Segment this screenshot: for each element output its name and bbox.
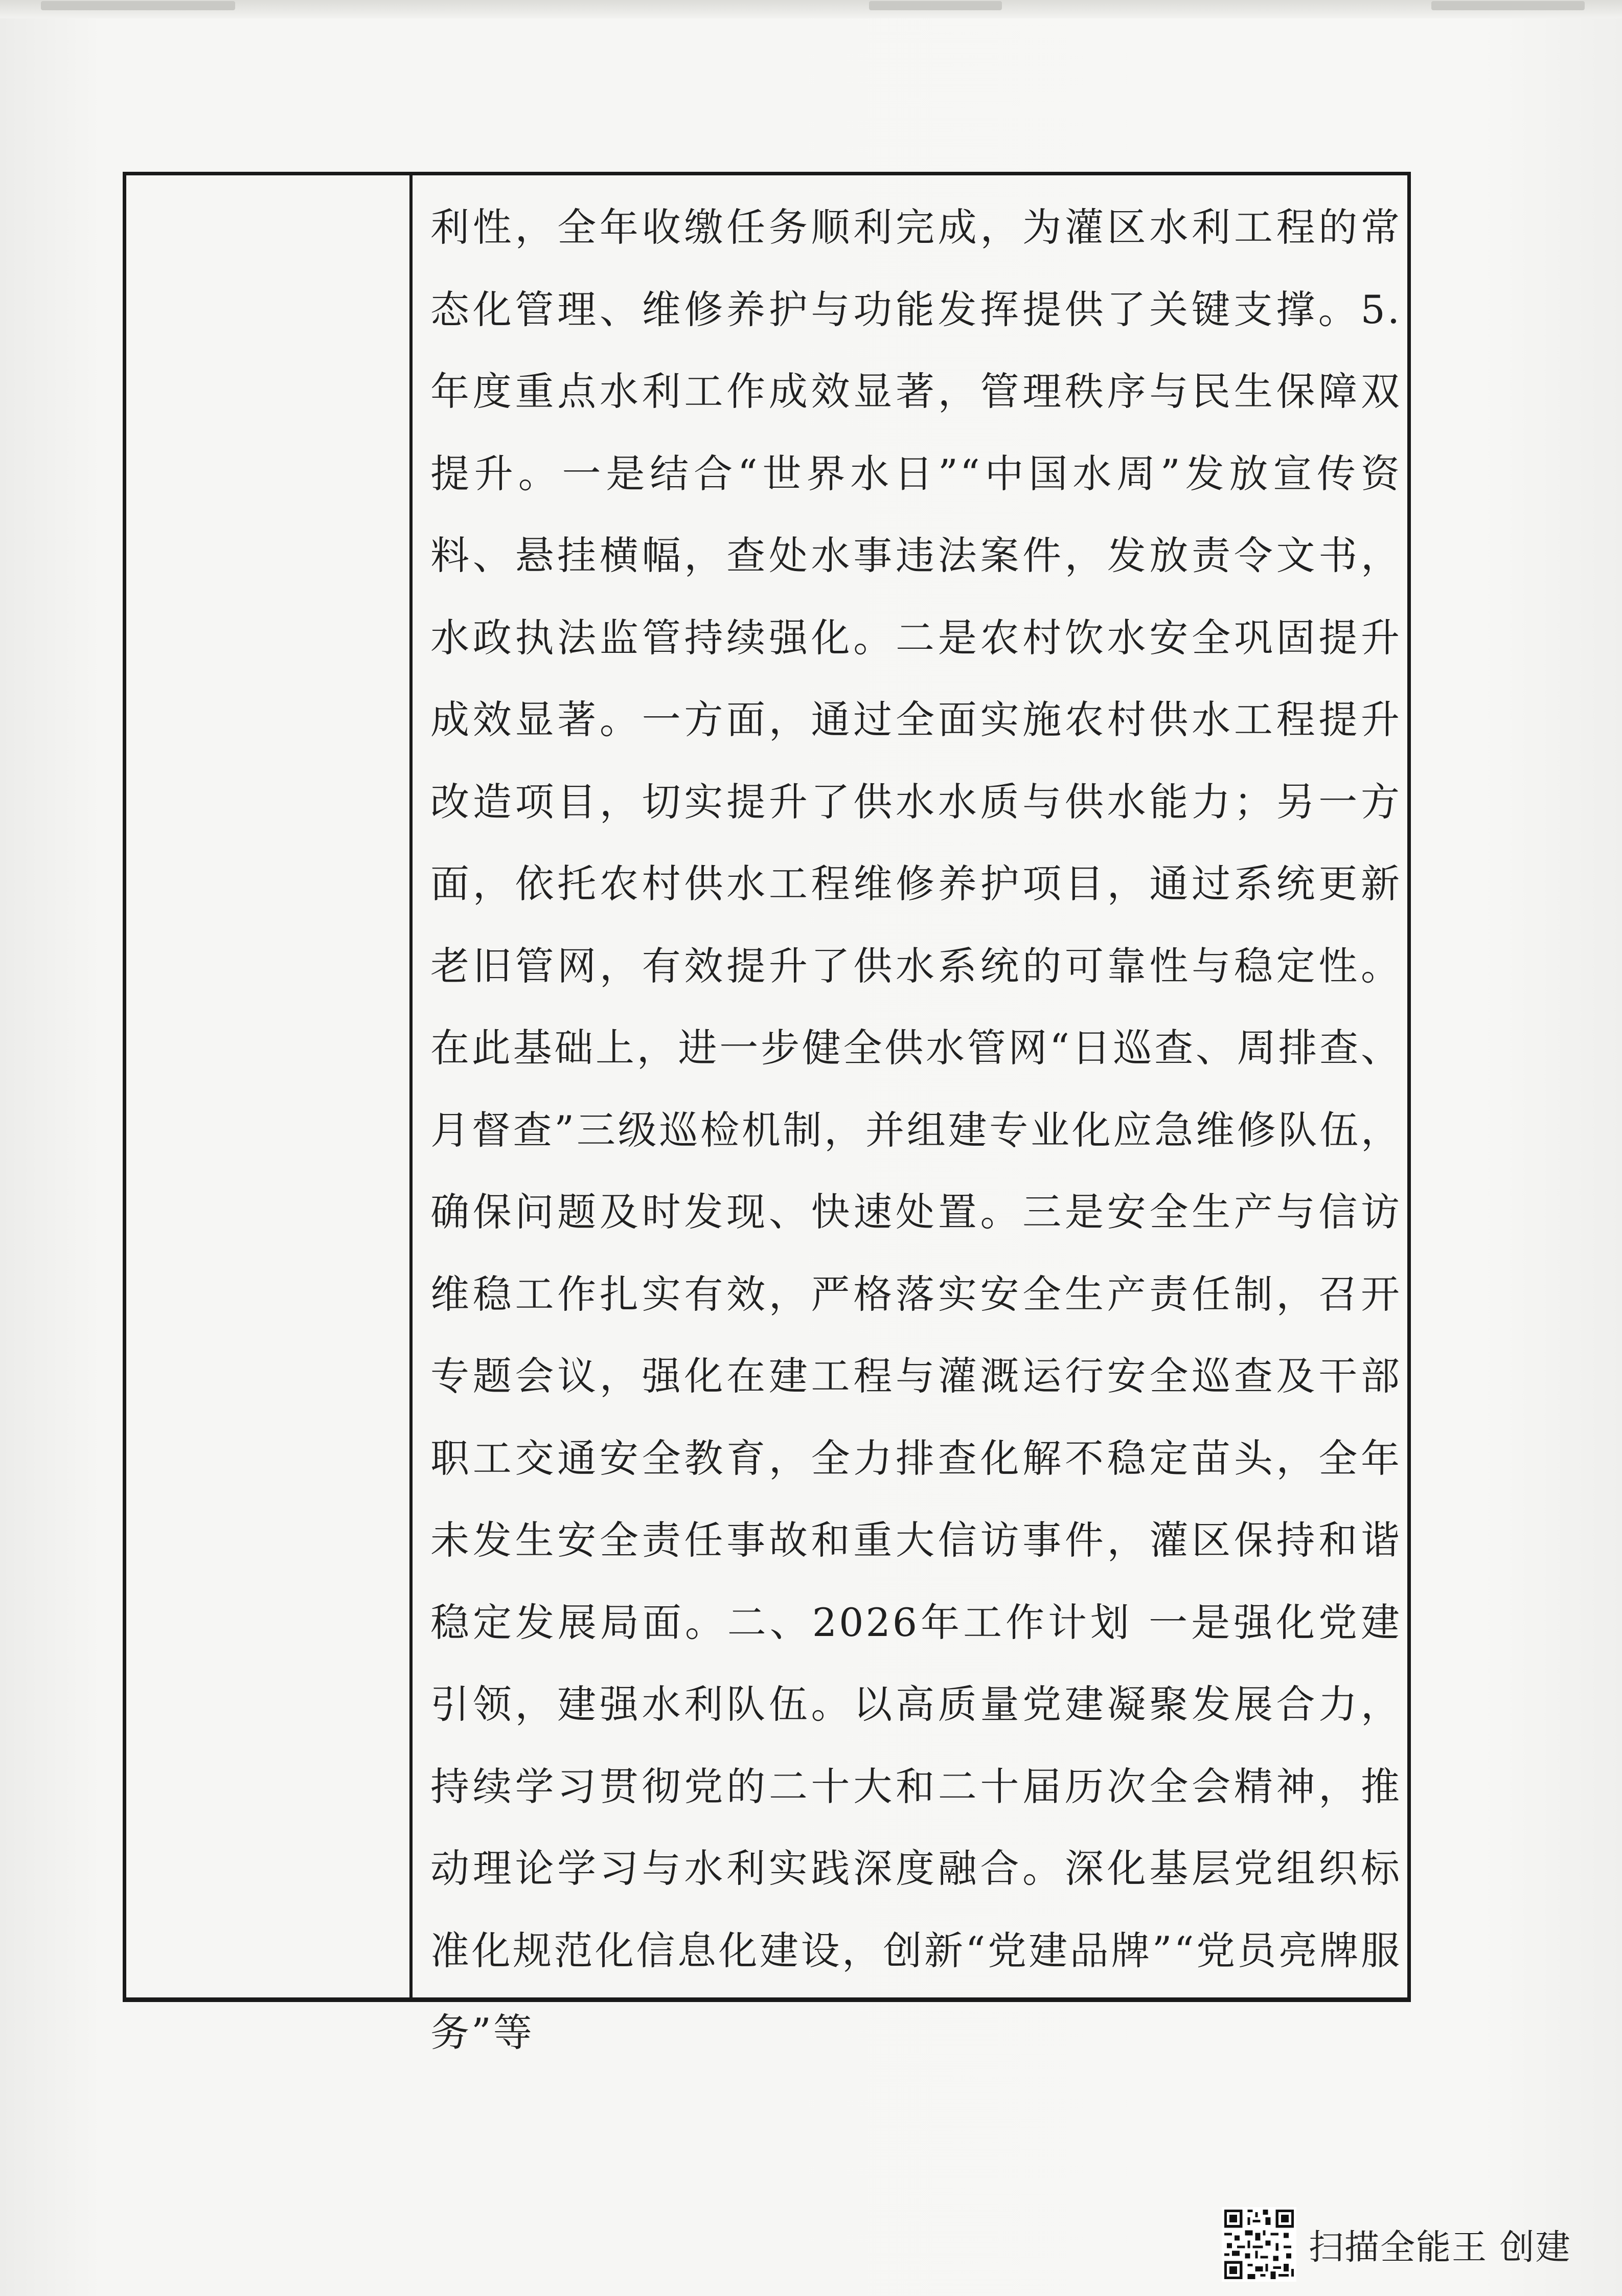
scan-edge-mark bbox=[869, 1, 1002, 10]
scan-edge-mark bbox=[1431, 1, 1585, 10]
document-body-text: 利性，全年收缴任务顺利完成，为灌区水利工程的常态化管理、维修养护与功能发挥提供了关键支撑。5.年度重点水利工作成效显著，管理秩序与民生保障双提升。一是结合“世界水日”“中国水周”发放宣传资料、悬挂横幅，查处水事违法案件，发放责令文书，水政执法监管持续强化。二是农村饮水安全巩固提升成效显著。一方面，通过全面实施农村供水工程提升改造项目，切实提升了供水水质与供水能力；另一方面，依托农村供水工程维修养护项目，通过系统更新老旧管网，有效提升了供水系统的可靠性与稳定性。在此基础上，进一步健全供水管网“日巡查、周排查、月督查”三级巡检机制，并组建专业化应急维修队伍，确保问题及时发现、快速处置。三是安全生产与信访维稳工作扎实有效，严格落实安全生产责任制，召开专题会议，强化在建工程与灌溉运行安全巡查及干部职工交通安全教育，全力排查化解不稳定苗头，全年未发生安全责任事故和重大信访事件，灌区保持和谐稳定发展局面。二、2026年工作计划 一是强化党建引领，建强水利队伍。以高质量党建凝聚发展合力，持续学习贯彻党的二十大和二十届历次全会精神，推动理论学习与水利实践深度融合。深化基层党组织标准化规范化信息化建设，创新“党建品牌”“党员亮牌服务”等 bbox=[430, 204, 1402, 2055]
qr-code-icon bbox=[1222, 2207, 1296, 2282]
scan-top-edge bbox=[0, 0, 1622, 18]
watermark-text: 扫描全能王 创建 bbox=[1309, 2227, 1571, 2268]
table-label-cell bbox=[126, 175, 413, 1997]
scanner-watermark bbox=[1222, 2203, 1571, 2285]
scan-edge-mark bbox=[41, 1, 235, 10]
form-table bbox=[123, 172, 1411, 2055]
